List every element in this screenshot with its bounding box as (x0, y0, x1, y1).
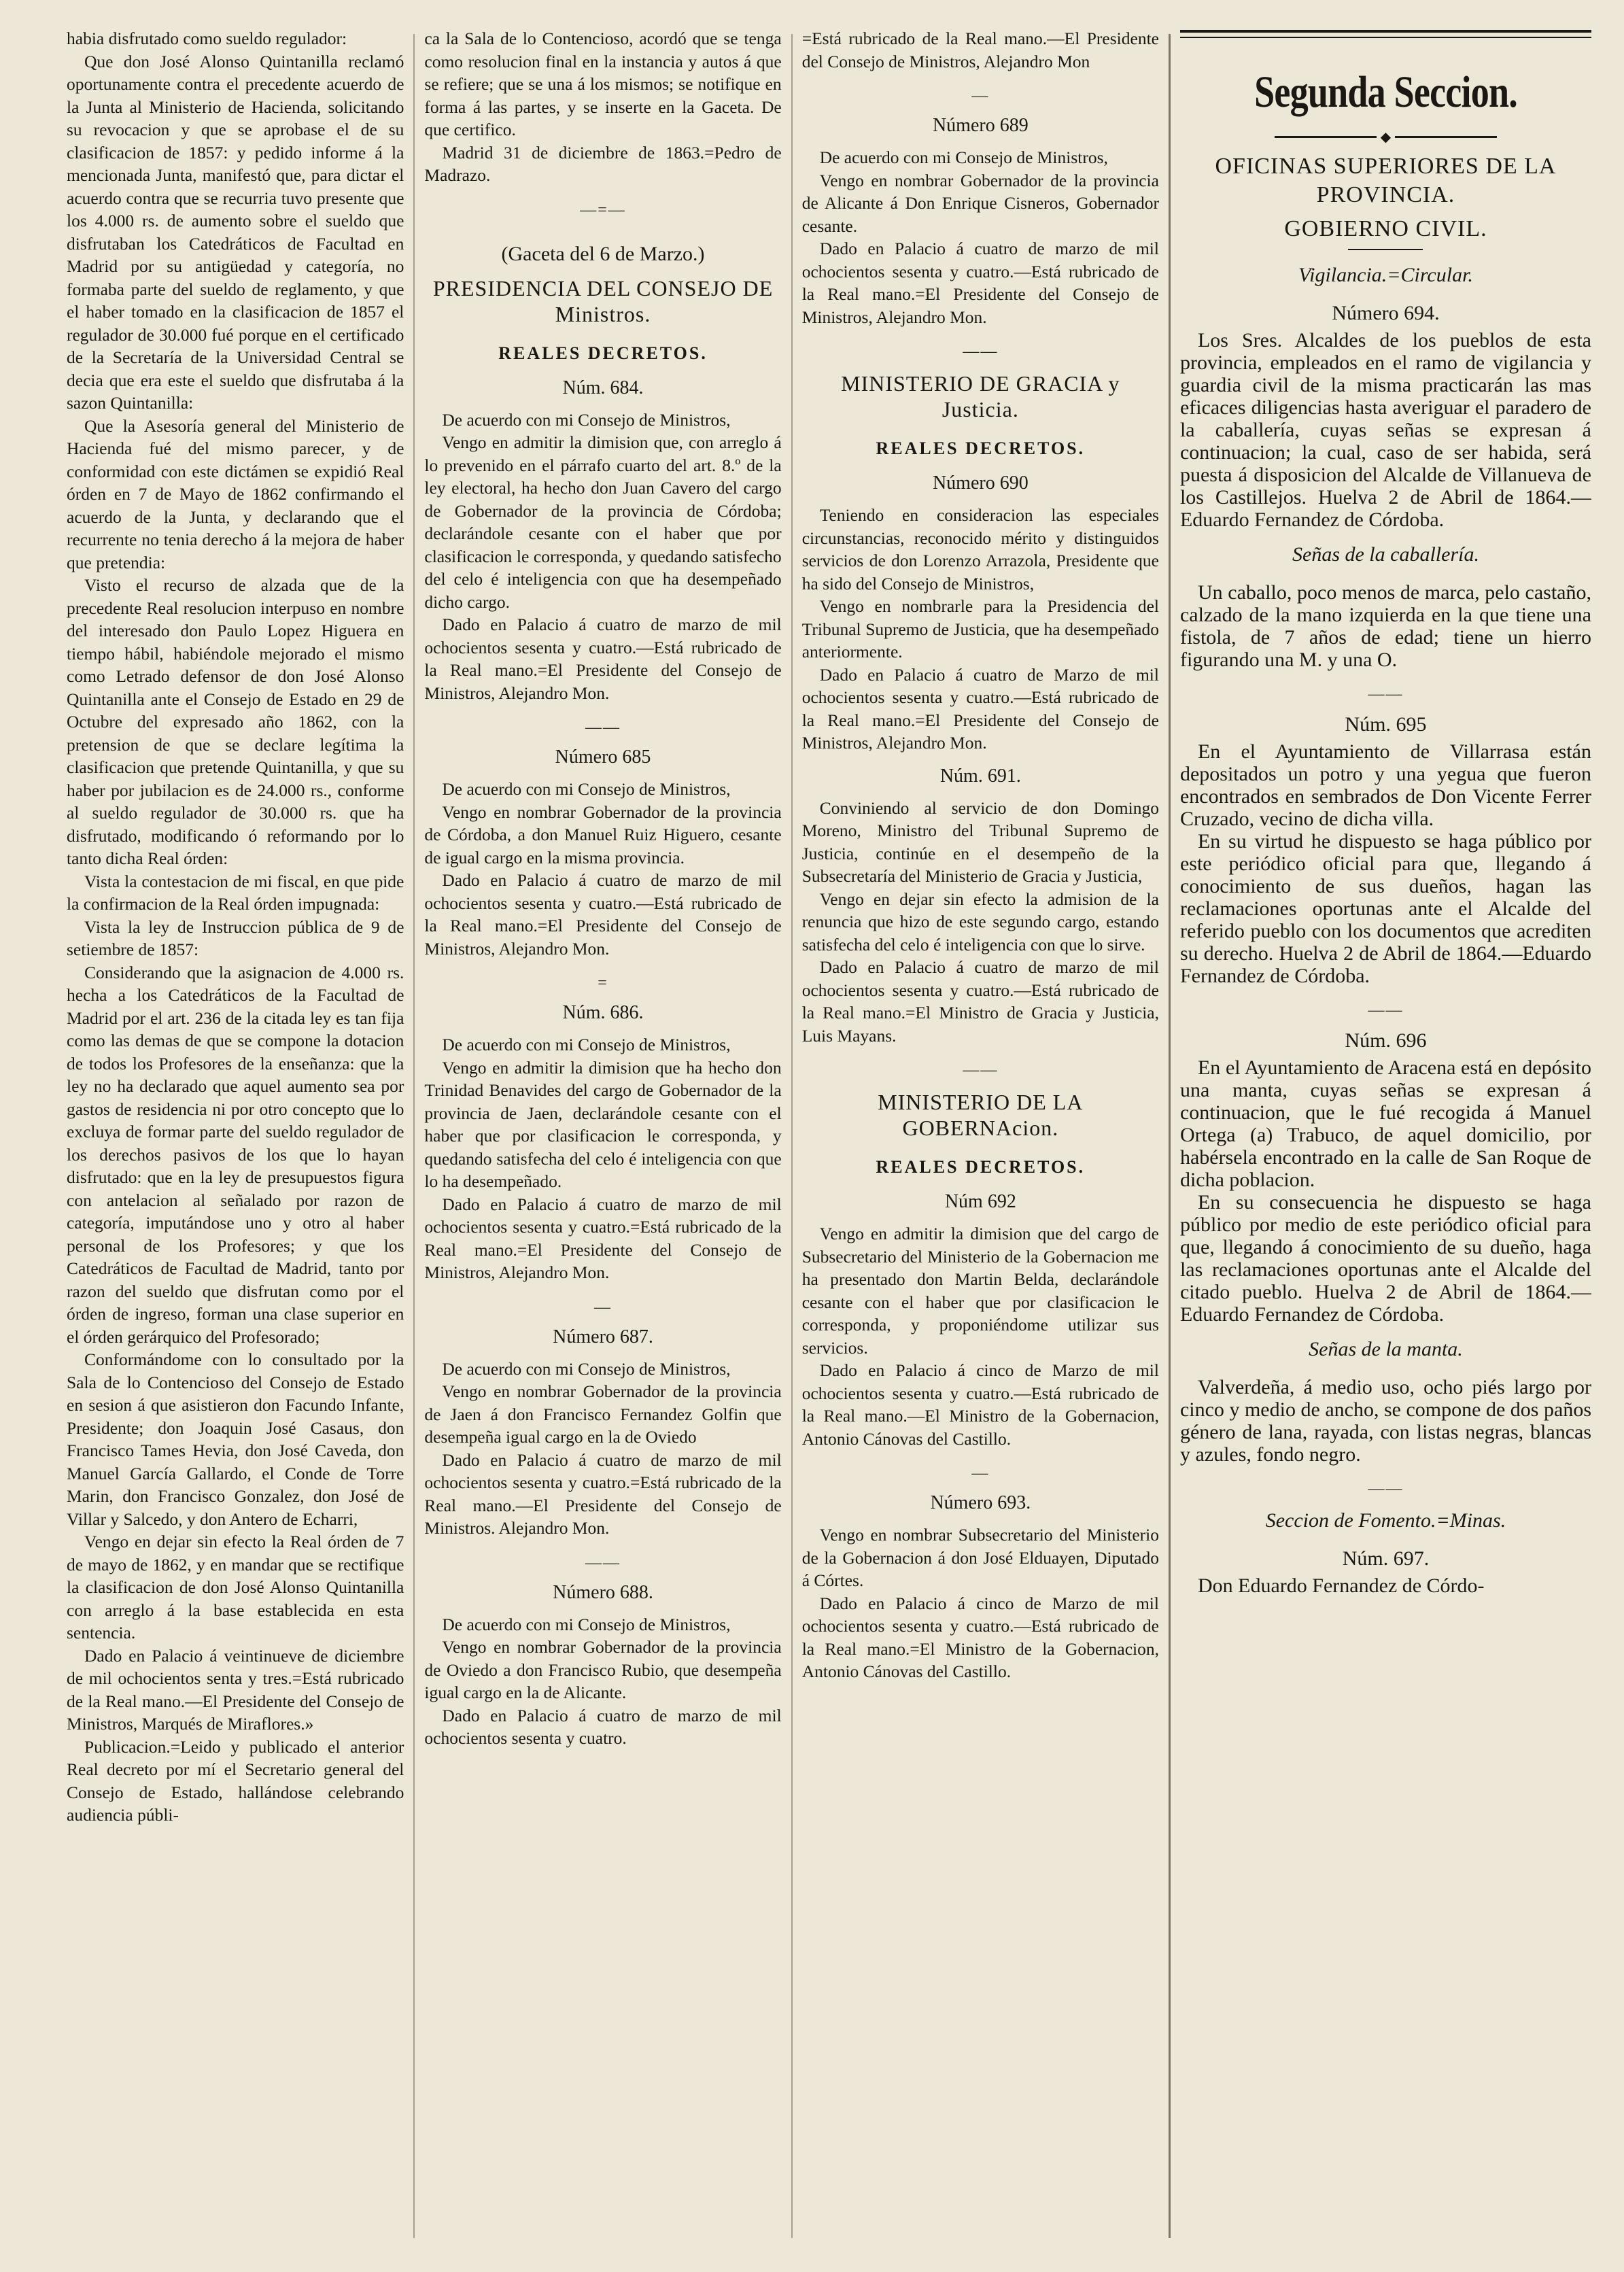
paragraph: Dado en Palacio á cuatro de marzo de mil ochocientos sesenta y cuatro. (424, 1705, 782, 1748)
decree-number: Número 693. (930, 1492, 1031, 1513)
notice-number: Número 694. (1332, 302, 1440, 324)
paragraph: Vengo en nombrar Gobernador de la provincia de Jaen á don Francisco Fernandez Golfin que desempeña igual cargo en la de Oviedo (424, 1381, 782, 1447)
paragraph: Dado en Palacio á cinco de Marzo de mil ochocientos sesenta y cuatro.—Está rubricado de la Real mano.—El Ministro de la Gobernacion, Antonio Cánovas del Castillo. (801, 1360, 1159, 1449)
decree-number: Número 688. (553, 1581, 653, 1603)
paragraph: =Está rubricado de la Real mano.—El Presidente del Consejo de Ministros, Alejandro Mon (801, 29, 1159, 71)
paragraph: Dado en Palacio á cuatro de marzo de mil ochocientos sesenta y cuatro.—Está rubricado de la Real mano.=El Presidente del Consejo de Ministros, Alejandro Mon. (424, 870, 782, 959)
paragraph: Vengo en nombrar Subsecretario del Ministerio de la Gobernacion á don José Elduayen, Diputado á Córtes. (801, 1525, 1159, 1590)
paragraph: En su virtud he dispuesto se haga público por este periódico oficial para que, llegando á conocimiento de sus dueños, hagan las reclamaciones oportunas ante el Alcalde del referido pueblo con los documentos que acrediten su derecho. Huelva 2 de Abril de 1864.—Eduardo Fernandez de Córdoba. (1179, 830, 1591, 987)
subsection-reales-decretos: REALES DECRETOS. (876, 1157, 1086, 1177)
paragraph: Dado en Palacio á cinco de Marzo de mil ochocientos sesenta y cuatro.—Está rubricado de la Real mano.=El Ministro de la Gobernacion, Antonio Cánovas del Castillo. (801, 1593, 1159, 1681)
paragraph: Dado en Palacio á cuatro de marzo de mil ochocientos sesenta y cuatro.—Está rubricado de la Real mano.=El Presidente del Consejo de Ministros, Alejandro Mon. (424, 615, 782, 703)
decree-number: Núm. 684. (562, 377, 644, 398)
separator: = (598, 974, 608, 992)
paragraph: De acuerdo con mi Consejo de Ministros, (442, 409, 731, 430)
gobierno-civil-heading: GOBIERNO CIVIL. (1284, 216, 1487, 241)
paragraph: Conformándome con lo consultado por la Sala de lo Contencioso del Consejo de Estado en sesion á que asistieron don Facundo Infante, Presidente; don Joaquin José Casaus, don Francisco Tames Hevia, don José Caveda, don Manuel García Gallardo, el Conde de Torre Marin, don Francisco Gonzalez, don José de Villar y Salcedo, y don Antero de Echarri, (67, 1349, 404, 1529)
decree-number: Núm 692 (944, 1191, 1016, 1212)
column-1 (67, 27, 413, 2258)
decree-number: Número 689 (932, 115, 1029, 136)
paragraph: Vengo en admitir la dimision que, con arreglo á lo prevenido en el párrafo cuarto del art. 8.º de la ley electoral, ha hecho don Juan Cavero del cargo de Gobernador de la provincia de Córdoba; declarándole cesante con el haber que por clasificacion le corresponda, y quedando satisfecho del celo é inteligencia con que ha desempeñado dicho cargo. (424, 432, 782, 612)
paragraph: ca la Sala de lo Contencioso, acordó que se tenga como resolucion final en la instancia y autos á que se refiere; que se una á los mismos; se notifique en forma á las partes, y se inserte en la Gaceta. De que certifico. (424, 29, 782, 139)
paragraph: Dado en Palacio á cuatro de marzo de mil ochocientos sesenta y cuatro.=Está rubricado de la Real mano.=El Presidente del Consejo de Ministros, Alejandro Mon. (424, 1194, 782, 1282)
paragraph: Dado en Palacio á cuatro de marzo de mil ochocientos sesenta y cuatro.=Está rubricado de la Real mano.—El Presidente del Consejo de Ministros. Alejandro Mon. (424, 1449, 782, 1538)
paragraph: Que don José Alonso Quintanilla reclamó oportunamente contra el precedente acuerdo de la Junta al Ministerio de Hacienda, solicitando su revocacion y que se aprobase el de su clasificacion de 1857: y pedido informe á la mencionada Junta, manifestó que, para dictar el acuerdo contra que se recurria tuvo presente que los 4.000 rs. de aumento sobre el sueldo que disfrutaban los Catedráticos de Facultad en Madrid por su antigüedad y categoría, no formaba parte del sueldo de reglamento, y que el haber tomado en la clasificacion de 1857 el regulador de 30.000 fué porque en el certificado de la Secretaría de la Universidad Central se decia que era este el sueldo que disfrutaba á la sazon Quintanilla: (67, 51, 404, 413)
paragraph: Vengo en nombrarle para la Presidencia del Tribunal Supremo de Justicia, que ha desempeñado anteriormente. (801, 596, 1159, 661)
column-2 (415, 27, 791, 2258)
paragraph: Los Sres. Alcaldes de los pueblos de esta provincia, empleados en el ramo de vigilancia y guardia civil de la misma practicarán las mas eficaces diligencias hasta averiguar el paradero de la caballería, cuyas señas se expresan á continuacion; la cual, caso de ser habida, será puesta á disposicion del Alcalde de Villanueva de los Castillejos. Huelva 2 de Abril de 1864.—Eduardo Fernandez de Córdoba. (1179, 329, 1591, 531)
vigilancia-heading: Vigilancia.=Circular. (1298, 264, 1473, 286)
paragraph: De acuerdo con mi Consejo de Ministros, (819, 148, 1108, 167)
header-double-rule (1180, 30, 1591, 38)
paragraph: Visto el recurso de alzada que de la precedente Real resolucion interpuso en nombre del interesado don Paulo Lopez Higuera en tiempo hábil, habiéndole mejorado el mismo como Letrado defensor de don José Alonso Quintanilla ante el Consejo de Estado en 29 de Octubre del expresado año 1862, con la pretension de que se declare legítima la clasificacion que pretende Quintanilla, y que su haber por jubilacion es de 24.000 rs., conforme al sueldo regulador de 30.000 rs. que ha disfrutado, modificando ó reformando por lo tanto dicha Real órden: (67, 575, 404, 868)
decree-number: Número 690 (932, 472, 1029, 494)
column-4 (1171, 27, 1591, 2258)
paragraph: habia disfrutado como sueldo regulador: (67, 29, 347, 48)
decree-number: Número 687. (553, 1326, 653, 1347)
paragraph: Considerando que la asignacion de 4.000 rs. hecha a los Catedráticos de la Facultad de Madrid por el art. 236 de la citada ley es tan fija como las demas de que se compone la dotacion de todos los Profesores de la enseñanza: que la ley no ha declarado que aquel aumento sea por gastos de residencia ni por otro concepto que lo excluya de formar parte del sueldo regulador de los derechos pasivos de los que lo hayan disfrutado: que en la ley de presupuestos figura con antelacion al señalado por razon de categoría, imputándose uno y otro al haber personal de los Profesores; y que los Catedráticos de Facultad de Madrid, tanto por razon del sueldo que disfrutan como por el órden de ingreso, forman una clase superior en el órden gerárquico del Profesorado; (67, 962, 404, 1347)
oficinas-heading: OFICINAS SUPERIORES DE LA PROVINCIA. (1215, 154, 1557, 207)
section-heading: Segunda Seccion. (1254, 67, 1517, 117)
paragraph: Teniendo en consideracion las especiales circunstancias, reconocido mérito y distinguidos servicios de don Lorenzo Arrazola, Presidente que ha sido del Consejo de Ministros, (801, 505, 1159, 593)
paragraph: Vista la ley de Instruccion pública de 9 de setiembre de 1857: (67, 916, 404, 959)
paragraph: Vengo en admitir la dimision que ha hecho don Trinidad Benavides del cargo de Gobernador de la provincia de Jaen, declarándole cesante con el haber que por clasificacion le corresponda, y quedando satisfecha del celo é inteligencia con que lo ha desempeñado. (424, 1057, 782, 1191)
separator: —=— (580, 201, 626, 219)
senas-heading: Señas de la caballería. (1292, 543, 1479, 566)
paragraph: Madrid 31 de diciembre de 1863.=Pedro de Madrazo. (424, 142, 782, 185)
section-title-presidencia: PRESIDENCIA DEL CONSEJO DE Ministros. (432, 275, 774, 326)
paragraph: Vista la contestacion de mi fiscal, en que pide la confirmacion de la Real órden impugnada: (67, 871, 404, 914)
paragraph: Publicacion.=Leido y publicado el anterior Real decreto por mí el Secretario general del Consejo de Estado, hallándose celebrando audiencia públi- (67, 1736, 404, 1825)
notice-number: Núm. 696 (1345, 1029, 1427, 1052)
separator: —— (963, 343, 999, 360)
separator: — (971, 1464, 990, 1482)
separator: —— (1368, 1480, 1404, 1498)
separator: —— (585, 719, 621, 736)
paragraph: Don Eduardo Fernandez de Córdo- (1197, 1574, 1485, 1597)
paragraph: Que la Asesoría general del Ministerio de Hacienda fué del mismo parecer, y de conformidad con este dictámen se expidió Real órden en 7 de Mayo de 1862 confirmando el acuerdo de la Junta, y declarando que el recurrente no tenia derecho á la mejora de haber que pretendia: (67, 415, 404, 572)
paragraph: Dado en Palacio á veintinueve de diciembre de mil ochocientos senta y tres.=Está rubricado de la Real mano.—El Presidente del Consejo de Ministros, Marqués de Miraflores.» (67, 1645, 404, 1734)
paragraph: De acuerdo con mi Consejo de Ministros, (442, 1035, 731, 1054)
paragraph: Vengo en admitir la dimision que del cargo de Subsecretario del Ministerio de la Gobernacion me ha presentado don Martin Belda, declarándole cesante con el haber que por clasificacion le corresponda, y proponiéndome utilizar sus servicios. (801, 1224, 1159, 1358)
paragraph: Dado en Palacio á cuatro de marzo de mil ochocientos sesenta y cuatro.—Está rubricado de la Real mano.=El Ministro de Gracia y Justicia, Luis Mayans. (801, 957, 1159, 1046)
paragraph: Vengo en dejar sin efecto la admision de la renuncia que hizo de este segundo cargo, estando satisfecha del celo é inteligencia con que lo sirve. (801, 889, 1159, 954)
paragraph: Dado en Palacio á cuatro de Marzo de mil ochocientos sesenta y cuatro.—Está rubricado de la Real mano.=El Presidente del Consejo de Ministros, Alejandro Mon. (801, 664, 1159, 753)
paragraph: En el Ayuntamiento de Villarrasa están depositados un potro y una yegua que fueron encontrados en sembrados de Don Vicente Ferrer Cruzado, vecino de dicha villa. (1179, 740, 1591, 830)
paragraph: En el Ayuntamiento de Aracena está en depósito una manta, cuyas señas se expresan á continuacion, que le fué recogida á Manuel Ortega (a) Trabuco, de aquel domicilio, por habérsela encontrado en la calle de San Roque de dicha poblacion. (1179, 1056, 1591, 1191)
senas-heading: Señas de la manta. (1309, 1338, 1463, 1360)
separator: —— (585, 1553, 621, 1572)
notice-number: Núm. 697. (1342, 1547, 1430, 1570)
ornament-divider: ◆ (1180, 125, 1591, 145)
paragraph: Vengo en nombrar Gobernador de la provincia de Oviedo a don Francisco Rubio, que desempeña igual cargo en la de Alicante. (424, 1637, 782, 1702)
paragraph: Dado en Palacio á cuatro de marzo de mil ochocientos sesenta y cuatro.—Está rubricado de la Real mano.=El Presidente del Consejo de Ministros, Alejandro Mon. (801, 239, 1159, 327)
separator: — (594, 1298, 612, 1316)
separator: — (971, 87, 990, 105)
section-title-gobernacion: MINISTERIO DE LA GOBERNAcion. (878, 1090, 1084, 1140)
paragraph: En su consecuencia he dispuesto se haga público por medio de este periódico oficial para que, llegando á conocimiento de su dueño, haga las reclamaciones oportunas ante el Alcalde del citado pueblo. Huelva 2 de Abril de 1864.—Eduardo Fernandez de Córdoba. (1179, 1191, 1591, 1326)
separator: —— (963, 1061, 999, 1079)
paragraph: Un caballo, poco menos de marca, pelo castaño, calzado de la mano izquierda en la que tiene una fistola, de 7 años de edad; tiene un hierro figurando una M. y una O. (1179, 581, 1591, 671)
decree-number: Núm. 686. (562, 1002, 644, 1023)
paragraph: Vengo en nombrar Gobernador de la provincia de Alicante á Don Enrique Cisneros, Gobernador cesante. (801, 170, 1159, 236)
paragraph: Valverdeña, á medio uso, ocho piés largo por cinco y medio de ancho, se compone de dos paños género de lana, rayada, con listas negras, blancas y azules, fondo negro. (1179, 1376, 1591, 1466)
paragraph: De acuerdo con mi Consejo de Ministros, (442, 1614, 731, 1634)
decree-number: Núm. 691. (939, 765, 1021, 787)
subsection-reales-decretos: REALES DECRETOS. (876, 438, 1086, 458)
separator: —— (1368, 1001, 1404, 1019)
paragraph: Vengo en dejar sin efecto la Real órden de 7 de mayo de 1862, y en mandar que se rectifique la clasificacion de don José Alonso Quintanilla con arreglo á la base establecida en esta sentencia. (67, 1532, 404, 1642)
paragraph: De acuerdo con mi Consejo de Ministros, (442, 1358, 731, 1379)
section-title-gracia: MINISTERIO DE GRACIA y Justicia. (841, 371, 1120, 421)
decree-number: Número 685 (555, 746, 651, 768)
paragraph: De acuerdo con mi Consejo de Ministros, (442, 779, 731, 799)
subsection-reales-decretos: REALES DECRETOS. (498, 343, 708, 363)
paragraph: Vengo en nombrar Gobernador de la provincia de Córdoba, a don Manuel Ruiz Higuero, cesante de igual cargo en la misma provincia. (424, 802, 782, 867)
fomento-heading: Seccion de Fomento.=Minas. (1265, 1509, 1506, 1532)
gaceta-date: (Gaceta del 6 de Marzo.) (501, 242, 705, 265)
separator: —— (1368, 685, 1404, 703)
divider (1348, 249, 1423, 250)
column-3 (793, 27, 1169, 2258)
notice-number: Núm. 695 (1345, 713, 1427, 736)
columns (67, 27, 1591, 2258)
paragraph: Conviniendo al servicio de don Domingo Moreno, Ministro del Tribunal Supremo de Justicia, continúe en el desempeño de la Subsecretaría del Ministerio de Gracia y Justicia, (801, 797, 1159, 886)
